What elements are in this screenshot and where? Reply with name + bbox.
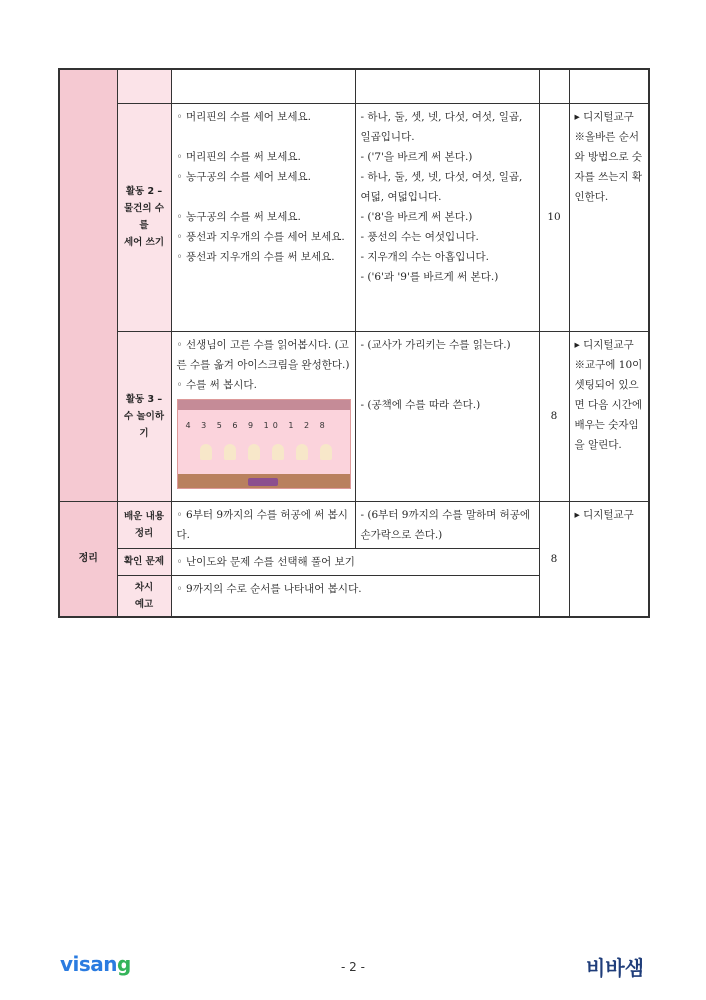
empty-cell	[117, 69, 171, 103]
activity3-questions: ◦ 선생님이 고른 수를 읽어봅시다. (고른 수를 옮겨 아이스크림을 완성한다.) ◦ 수를 써 봅시다. 4 3 5 6 9 10 1 2 8	[171, 331, 355, 501]
number-game-screenshot	[177, 399, 351, 489]
activity3-label: 활동 3 – 수 놀이하기	[117, 331, 171, 501]
empty-cell	[569, 69, 649, 103]
stage-cell-development	[59, 69, 117, 501]
activity2-note: ▸ 디지털교구 ※올바른 순서와 방법으로 숫자를 쓰는지 확인한다.	[569, 103, 649, 331]
summary-note: ▸ 디지털교구	[569, 501, 649, 617]
summary-review-label: 배운 내용 정리	[117, 501, 171, 548]
activity2-questions: ◦ 머리핀의 수를 세어 보세요. ◦ 머리핀의 수를 써 보세요. ◦ 농구공의 수를 세어 보세요. ◦ 농구공의 수를 써 보세요. ◦ 풍선과 지우개의 수를 세어 보세요. ◦ 풍선과 지우개의 수를 써 보세요.	[171, 103, 355, 331]
activity2-answers: - 하나, 둘, 셋, 넷, 다섯, 여섯, 일곱, 일곱입니다. - ('7'을 바르게 써 본다.) - 하나, 둘, 셋, 넷, 다섯, 여섯, 일곱, 여덟, 여덟입니다. - ('8'을 바르게 써 본다.) - 풍선의 수는 여섯입니다. - 지우개의 수는 아홉입니다. - ('6'과 '9'를 바르게 써 본다.)	[355, 103, 539, 331]
summary-time: 8	[539, 501, 569, 617]
empty-cell	[355, 69, 539, 103]
summary-review-answer: - (6부터 9까지의 수를 말하며 허공에 손가락으로 쓴다.)	[355, 501, 539, 548]
page-number: - 2 -	[341, 960, 365, 974]
summary-review-question: ◦ 6부터 9까지의 수를 허공에 써 봅시다.	[171, 501, 355, 548]
visang-logo: visang	[60, 952, 131, 976]
stage-cell-summary: 정리	[59, 501, 117, 617]
game-numbers: 4 3 5 6 9 10 1 2 8	[185, 420, 329, 430]
vivasam-logo: 비바샘	[586, 956, 644, 980]
summary-preview-label: 차시 예고	[117, 575, 171, 617]
activity2-label: 활동 2 – 물건의 수를 세어 쓰기	[117, 103, 171, 331]
empty-cell	[539, 69, 569, 103]
activity3-answers: - (교사가 가리키는 수를 읽는다.) - (공책에 수를 따라 쓴다.)	[355, 331, 539, 501]
summary-check-label: 확인 문제	[117, 548, 171, 575]
activity3-note: ▸ 디지털교구 ※교구에 10이 셋팅되어 있으면 다음 시간에 배우는 숫자임을 알린다.	[569, 331, 649, 501]
lesson-plan-table	[58, 68, 650, 618]
summary-preview-question: ◦ 9까지의 수로 순서를 나타내어 봅시다.	[171, 575, 539, 617]
activity3-time: 8	[539, 331, 569, 501]
summary-check-question: ◦ 난이도와 문제 수를 선택해 풀어 보기	[171, 548, 539, 575]
activity2-time: 10	[539, 103, 569, 331]
empty-cell	[171, 69, 355, 103]
